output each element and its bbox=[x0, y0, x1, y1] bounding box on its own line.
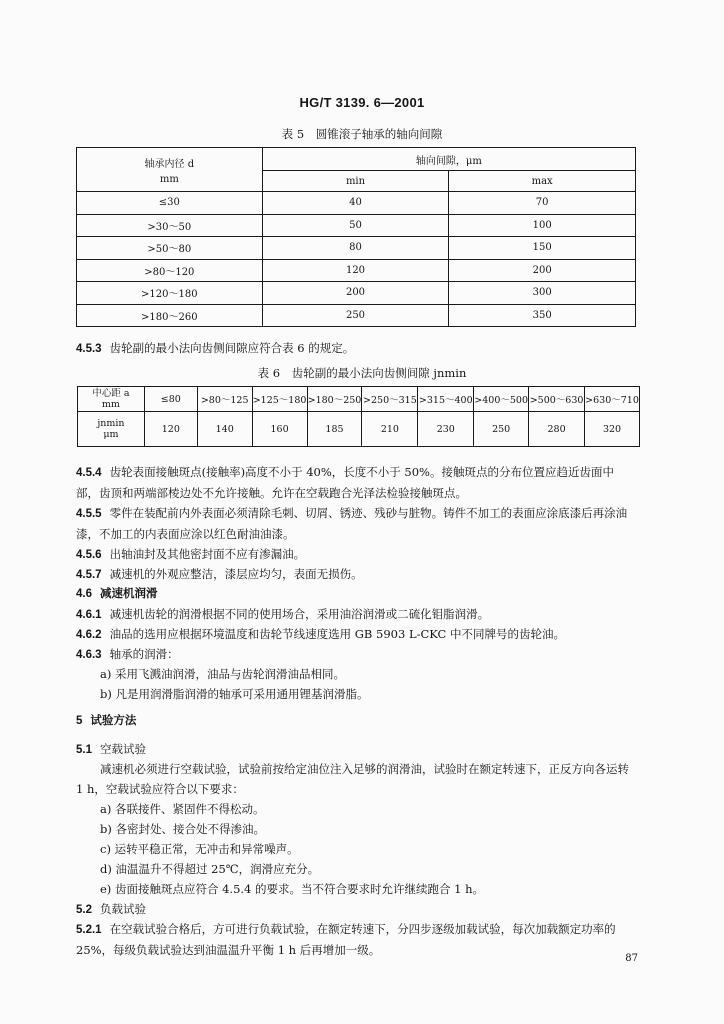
clause-number: 5.2.1 bbox=[76, 924, 102, 936]
clause-text: 油品的选用应根据环境温度和齿轮节线速度选用 GB 5903 L-CKC 中不同牌号的齿轮油。 bbox=[109, 627, 566, 641]
table6-row-label-backlash bbox=[78, 412, 145, 447]
clause-number: 5 bbox=[76, 715, 83, 727]
table6-caption-no: 表 6 bbox=[257, 366, 281, 380]
table-row bbox=[77, 259, 636, 282]
table6-row-label-center-distance bbox=[78, 387, 145, 412]
heading-5 bbox=[76, 711, 636, 731]
paragraph-4-5-5 bbox=[76, 503, 636, 544]
table6-label-backlash: jnmin bbox=[97, 418, 125, 429]
table-cell: >50～80 bbox=[77, 237, 263, 260]
table5-col-min: min bbox=[262, 171, 449, 192]
list-item-4-6-3-b: b) 凡是用润滑脂润滑的轴承可采用通用锂基润滑脂。 bbox=[100, 687, 369, 701]
paragraph-4-5-4 bbox=[76, 462, 636, 503]
clause-number: 4.5.3 bbox=[76, 343, 102, 355]
table6-backlash bbox=[77, 386, 640, 447]
table5-col-bore-unit: mm bbox=[159, 173, 179, 185]
table-cell: 70 bbox=[449, 192, 636, 215]
clause-number: 5.2 bbox=[76, 904, 92, 916]
table-row bbox=[77, 237, 636, 260]
table-cell: >80～120 bbox=[77, 259, 263, 282]
table-cell: 150 bbox=[449, 237, 636, 260]
table-cell: 350 bbox=[449, 304, 636, 327]
table-cell: 200 bbox=[262, 282, 449, 305]
paragraph-4-6-2 bbox=[76, 624, 636, 645]
clause-text: 零件在装配前内外表面必须清除毛刺、切屑、锈迹、残砂与脏物。铸件不加工的表面应涂底漆后再涂油漆，不加工的内表面应涂以红色耐油油漆。 bbox=[76, 506, 628, 541]
list-item-5-1-a: a) 各联接件、紧固件不得松动。 bbox=[100, 802, 265, 816]
clause-number: 4.6.1 bbox=[76, 609, 102, 621]
table5-caption-title: 圆锥滚子轴承的轴向间隙 bbox=[315, 127, 443, 141]
clause-number: 4.5.4 bbox=[76, 467, 102, 479]
heading-text: 减速机润滑 bbox=[100, 588, 158, 600]
table-cell: >630～710 bbox=[585, 387, 640, 412]
table-cell: >180～250 bbox=[307, 387, 362, 412]
clause-number: 4.5.6 bbox=[76, 549, 102, 561]
list-item-5-1-c: c) 运转平稳正常，无冲击和异常噪声。 bbox=[100, 842, 299, 856]
table-cell: >125～180 bbox=[252, 387, 307, 412]
table-cell: 280 bbox=[529, 412, 585, 447]
list-item-4-6-3-a: a) 采用飞溅油润滑，油品与齿轮润滑油品相同。 bbox=[100, 667, 345, 681]
table5-group-header: 轴向间隙，μm bbox=[262, 148, 635, 171]
clause-text: 减速机齿轮的润滑根据不同的使用场合，采用油浴润滑或二硫化钼脂润滑。 bbox=[109, 607, 490, 621]
table-cell: >400～500 bbox=[474, 387, 529, 412]
table-cell: ≤80 bbox=[144, 387, 197, 412]
table-cell: >250～315 bbox=[362, 387, 418, 412]
heading-5-1 bbox=[76, 739, 636, 760]
clause-text: 出轴油封及其他密封面不应有渗漏油。 bbox=[109, 547, 306, 561]
table-cell: 230 bbox=[418, 412, 474, 447]
table-cell: 160 bbox=[252, 412, 307, 447]
table-cell: 40 bbox=[262, 192, 449, 215]
table-row bbox=[77, 214, 636, 237]
table6-label-backlash-unit: μm bbox=[103, 429, 119, 440]
paragraph-4-6-3 bbox=[76, 644, 636, 665]
table-cell: 80 bbox=[262, 237, 449, 260]
clause-number: 4.6.2 bbox=[76, 629, 102, 641]
clause-number: 5.1 bbox=[76, 744, 92, 756]
table5-axial-clearance bbox=[76, 147, 636, 327]
list-item-5-1-b: b) 各密封处、接合处不得渗油。 bbox=[100, 822, 266, 836]
table-cell: 50 bbox=[262, 214, 449, 237]
paragraph-4-6-1 bbox=[76, 604, 636, 625]
paragraph-5-2-1 bbox=[76, 919, 636, 960]
paragraph-5-1: 减速机必须进行空载试验，试验前按给定油位注入足够的润滑油，试验时在额定转速下，正反方向各运转 1 h，空载试验应符合以下要求： bbox=[76, 762, 629, 796]
table-cell: 300 bbox=[449, 282, 636, 305]
heading-4-6 bbox=[76, 584, 636, 604]
table-cell: >180～260 bbox=[77, 304, 263, 327]
table-cell: ≤30 bbox=[77, 192, 263, 215]
paragraph-4-5-3 bbox=[76, 338, 636, 359]
table-cell: 120 bbox=[262, 259, 449, 282]
table5-col-bore bbox=[77, 148, 263, 192]
heading-5-2 bbox=[76, 899, 636, 920]
table-cell: >30～50 bbox=[77, 214, 263, 237]
table-cell: 120 bbox=[144, 412, 197, 447]
list-item-5-1-d: d) 油温温升不得超过 25℃，润滑应充分。 bbox=[100, 862, 320, 876]
table-cell: 140 bbox=[197, 412, 252, 447]
table-row bbox=[77, 192, 636, 215]
heading-text: 负载试验 bbox=[100, 902, 146, 916]
clause-number: 4.5.5 bbox=[76, 508, 102, 520]
table-cell: >315～400 bbox=[418, 387, 474, 412]
table6-caption-title: 齿轮副的最小法向齿侧间隙 jnmin bbox=[291, 366, 467, 380]
heading-text: 试验方法 bbox=[90, 715, 137, 727]
heading-text: 空载试验 bbox=[100, 742, 146, 756]
table-cell: 250 bbox=[262, 304, 449, 327]
table-cell: 320 bbox=[585, 412, 640, 447]
page-number: 87 bbox=[625, 953, 638, 964]
clause-number: 4.6.3 bbox=[76, 649, 102, 661]
table-row bbox=[77, 282, 636, 305]
clause-text: 在空载试验合格后，方可进行负载试验，在额定转速下，分四步逐级加载试验，每次加载额定功率的 25%，每级负载试验达到油温温升平衡 1 h 后再增加一级。 bbox=[76, 922, 616, 957]
list-item-5-1-e: e) 齿面接触斑点应符合 4.5.4 的要求。当不符合要求时允许继续跑合 1 h。 bbox=[100, 882, 485, 896]
table-cell: 185 bbox=[307, 412, 362, 447]
table5-caption bbox=[0, 126, 724, 142]
table-cell: 250 bbox=[474, 412, 529, 447]
clause-number: 4.5.7 bbox=[76, 569, 102, 581]
table6-label-center-distance: 中心距 a bbox=[92, 388, 130, 399]
clause-text: 齿轮表面接触斑点(接触率)高度不小于 40%，长度不小于 50%。接触斑点的分布位置应趋近齿面中部，齿顶和两端部棱边处不允许接触。允许在空载跑合光泽法检验接触斑点。 bbox=[76, 465, 614, 500]
paragraph-4-5-7 bbox=[76, 564, 636, 585]
table6-caption bbox=[0, 365, 724, 381]
table-row bbox=[78, 412, 640, 447]
table-cell: >80～125 bbox=[197, 387, 252, 412]
table5-caption-no: 表 5 bbox=[281, 127, 305, 141]
table5-col-max: max bbox=[449, 171, 636, 192]
clause-text: 轴承的润滑： bbox=[109, 647, 179, 661]
clause-number: 4.6 bbox=[76, 588, 92, 600]
table-cell: >500～630 bbox=[529, 387, 585, 412]
table6-label-center-distance-unit: mm bbox=[101, 399, 120, 410]
table5-col-bore-label: 轴承内径 d bbox=[144, 158, 195, 170]
document-header: HG/T 3139. 6—2001 bbox=[299, 95, 425, 110]
paragraph-4-5-6 bbox=[76, 544, 636, 565]
table-cell: 100 bbox=[449, 214, 636, 237]
table-row bbox=[78, 387, 640, 412]
table-cell: >120～180 bbox=[77, 282, 263, 305]
table-cell: 200 bbox=[449, 259, 636, 282]
clause-text: 减速机的外观应整洁，漆层应均匀，表面无损伤。 bbox=[109, 567, 363, 581]
table-cell: 210 bbox=[362, 412, 418, 447]
table-row bbox=[77, 304, 636, 327]
clause-text: 齿轮副的最小法向齿侧间隙应符合表 6 的规定。 bbox=[109, 341, 355, 355]
